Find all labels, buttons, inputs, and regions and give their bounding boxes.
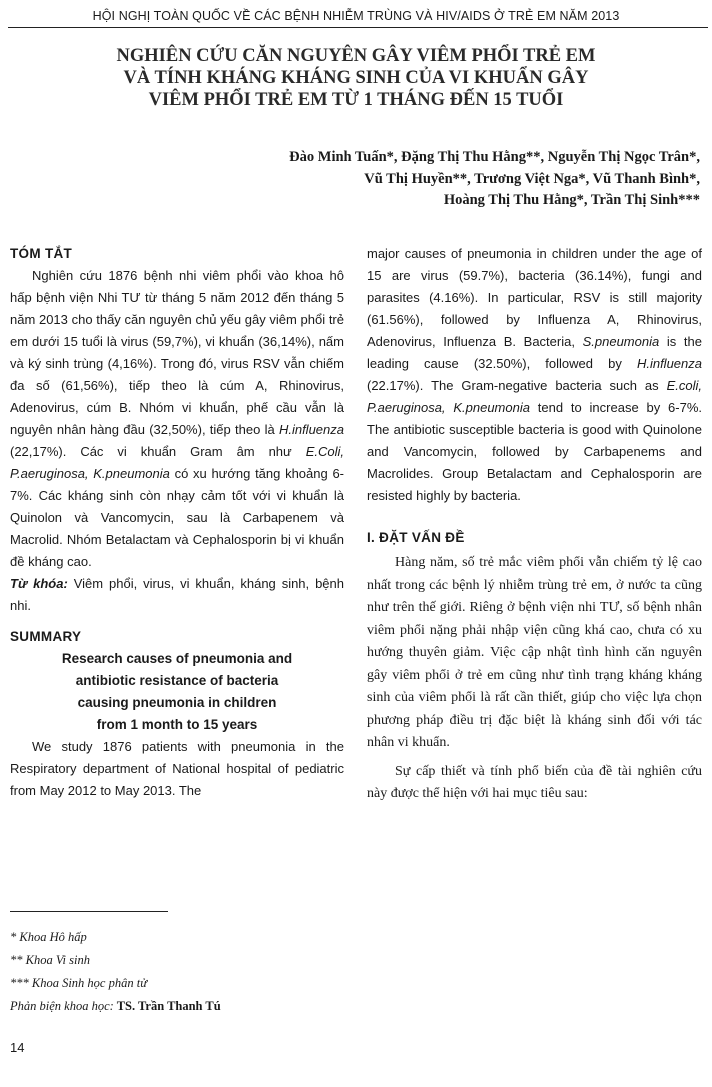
reviewer-label: Phản biện khoa học: (10, 999, 114, 1013)
author-line-2: Vũ Thị Huyền**, Trương Việt Nga*, Vũ Thanh Bình*, (364, 170, 700, 187)
author-line-1: Đào Minh Tuấn*, Đặng Thị Thu Hằng**, Nguyễn Thị Ngọc Trân*, (289, 149, 700, 165)
english-title (10, 648, 344, 736)
english-title-line-3: causing pneumonia in children (77, 695, 277, 710)
keywords-line (10, 573, 344, 617)
running-header: HỘI NGHỊ TOÀN QUỐC VỀ CÁC BỆNH NHIỄM TRÙNG VÀ HIV/AIDS Ở TRẺ EM NĂM 2013 (92, 9, 620, 23)
page-number: 14 (10, 1040, 25, 1055)
summary-text-a: major causes of pneumonia in children under the age of 15 are virus (59.7%), bacteria (36.14%), fungi and parasites (4.16%). In particular, RSV is still majority (61.56%), followed by Influenza A, Rhinovirus, Adenovirus, Influenza B. Bacteria, (367, 246, 702, 349)
footnotes (10, 926, 350, 1018)
author-list (289, 147, 700, 212)
english-title-line-2: antibiotic resistance of bacteria (75, 673, 279, 688)
abstract-text-b: (22,17%). Các vi khuẩn Gram âm như (10, 444, 306, 459)
english-title-line-4: from 1 month to 15 years (96, 717, 258, 732)
abstract-species-hinf: H.influenza (278, 422, 344, 437)
right-column (367, 243, 702, 806)
abstract-paragraph (10, 265, 344, 573)
summary-paragraph-cont (367, 243, 702, 507)
footnote-3: *** Khoa Sinh học phân tử (10, 976, 148, 990)
summary-text-d: tend to increase by 6-7%. The antibiotic susceptible bacteria is good with Quinolone and Vancomycin, followed by Carbapenems and Macrolides. Group Betalactam and Cephalosporin are resisted highly by bacteria. (367, 400, 702, 503)
title-line-2: VÀ TÍNH KHÁNG KHÁNG SINH CỦA VI KHUẨN GÂY (123, 68, 589, 88)
footnote-1: * Khoa Hô hấp (10, 930, 87, 944)
reviewer-name: TS. Trần Thanh Tú (113, 999, 221, 1013)
summary-species-spneu: S.pneumonia (582, 334, 660, 349)
reviewer-line (10, 995, 350, 1018)
section-1-paragraph-2: Sự cấp thiết và tính phổ biến của đề tài nghiên cứu này được thể hiện với hai mục tiêu sau: (367, 763, 702, 801)
keywords-text: Viêm phổi, virus, vi khuẩn, kháng sinh, bệnh nhi. (10, 576, 344, 613)
abstract-text-c: có xu hướng tăng khoảng 6-7%. Các kháng sinh còn nhạy cảm tốt với vi khuẩn là Quinolon và Vancomycin, sau là Carbapenem và Macrolid. Nhóm Betalactam và Cephalosporin bị vi khuẩn đề kháng cao. (10, 466, 344, 569)
section-1-heading: I. ĐẶT VẤN ĐỀ (367, 530, 465, 545)
left-column (10, 243, 344, 802)
abstract-species-gram-neg: E.Coli, P.aeruginosa, K.pneumonia (10, 444, 344, 481)
keywords-label: Từ khóa: (10, 576, 68, 591)
summary-paragraph-start: We study 1876 patients with pneumonia in the Respiratory department of National hospital of pediatric from May 2012 to May 2013. The (10, 739, 344, 798)
title-line-1: NGHIÊN CỨU CĂN NGUYÊN GÂY VIÊM PHỔI TRẺ EM (116, 46, 596, 66)
header-rule (8, 27, 708, 28)
paper-title (40, 45, 672, 111)
summary-text-c: (22.17%). The Gram-negative bacteria such as (367, 378, 667, 393)
summary-text-b: is the leading cause (32.50%), followed by (367, 334, 702, 371)
footnote-rule (10, 911, 168, 912)
summary-heading: SUMMARY (10, 629, 82, 644)
summary-species-hinf: H.influenza (636, 356, 702, 371)
footnote-2: ** Khoa Vi sinh (10, 953, 90, 967)
section-1-paragraph-1: Hàng năm, số trẻ mắc viêm phổi vẫn chiếm tỷ lệ cao nhất trong các bệnh lý nhiễm trùng trẻ em, ở nước ta cũng như trên thế giới. Riêng ở bệnh viện nhi TƯ, số bệnh nhân viêm phổi nặng phải nhập viện cũng khá cao, chưa có xu hướng thuyên giảm. Việc cập nhật tình hình căn nguyên gây viêm phổi ở trẻ em cũng như tình trạng kháng kháng sinh của viêm phổi là rất cần thiết, giúp cho việc lựa chọn phương pháp điều trị đặc biệt là kháng sinh đối với tác nhân vi khuẩn. (367, 555, 702, 750)
author-line-3: Hoàng Thị Thu Hằng*, Trần Thị Sinh*** (443, 192, 700, 208)
summary-species-gram-neg: E.coli, P.aeruginosa, K.pneumonia (367, 378, 702, 415)
abstract-heading: TÓM TẮT (10, 246, 73, 261)
english-title-line-1: Research causes of pneumonia and (61, 651, 293, 666)
abstract-text-a: Nghiên cứu 1876 bệnh nhi viêm phổi vào khoa hô hấp bệnh viện Nhi TƯ từ tháng 5 năm 2012 đến tháng 5 năm 2013 cho thấy căn nguyên chủ yếu gây viêm phổi trẻ em dưới 15 tuổi là virus (59,7%), vi khuẩn (36,14%), nấm và ký sinh trùng (4,16%). Trong đó, virus RSV vẫn chiếm đa số (61,56%), tiếp theo là cúm A, Rhinovirus, Adenovirus, cúm B. Nhóm vi khuẩn, phế cầu vẫn là nguyên nhân hàng đầu (32,50%), tiếp theo là (10, 268, 344, 437)
title-line-3: VIÊM PHỔI TRẺ EM TỪ 1 THÁNG ĐẾN 15 TUỔI (148, 90, 564, 110)
